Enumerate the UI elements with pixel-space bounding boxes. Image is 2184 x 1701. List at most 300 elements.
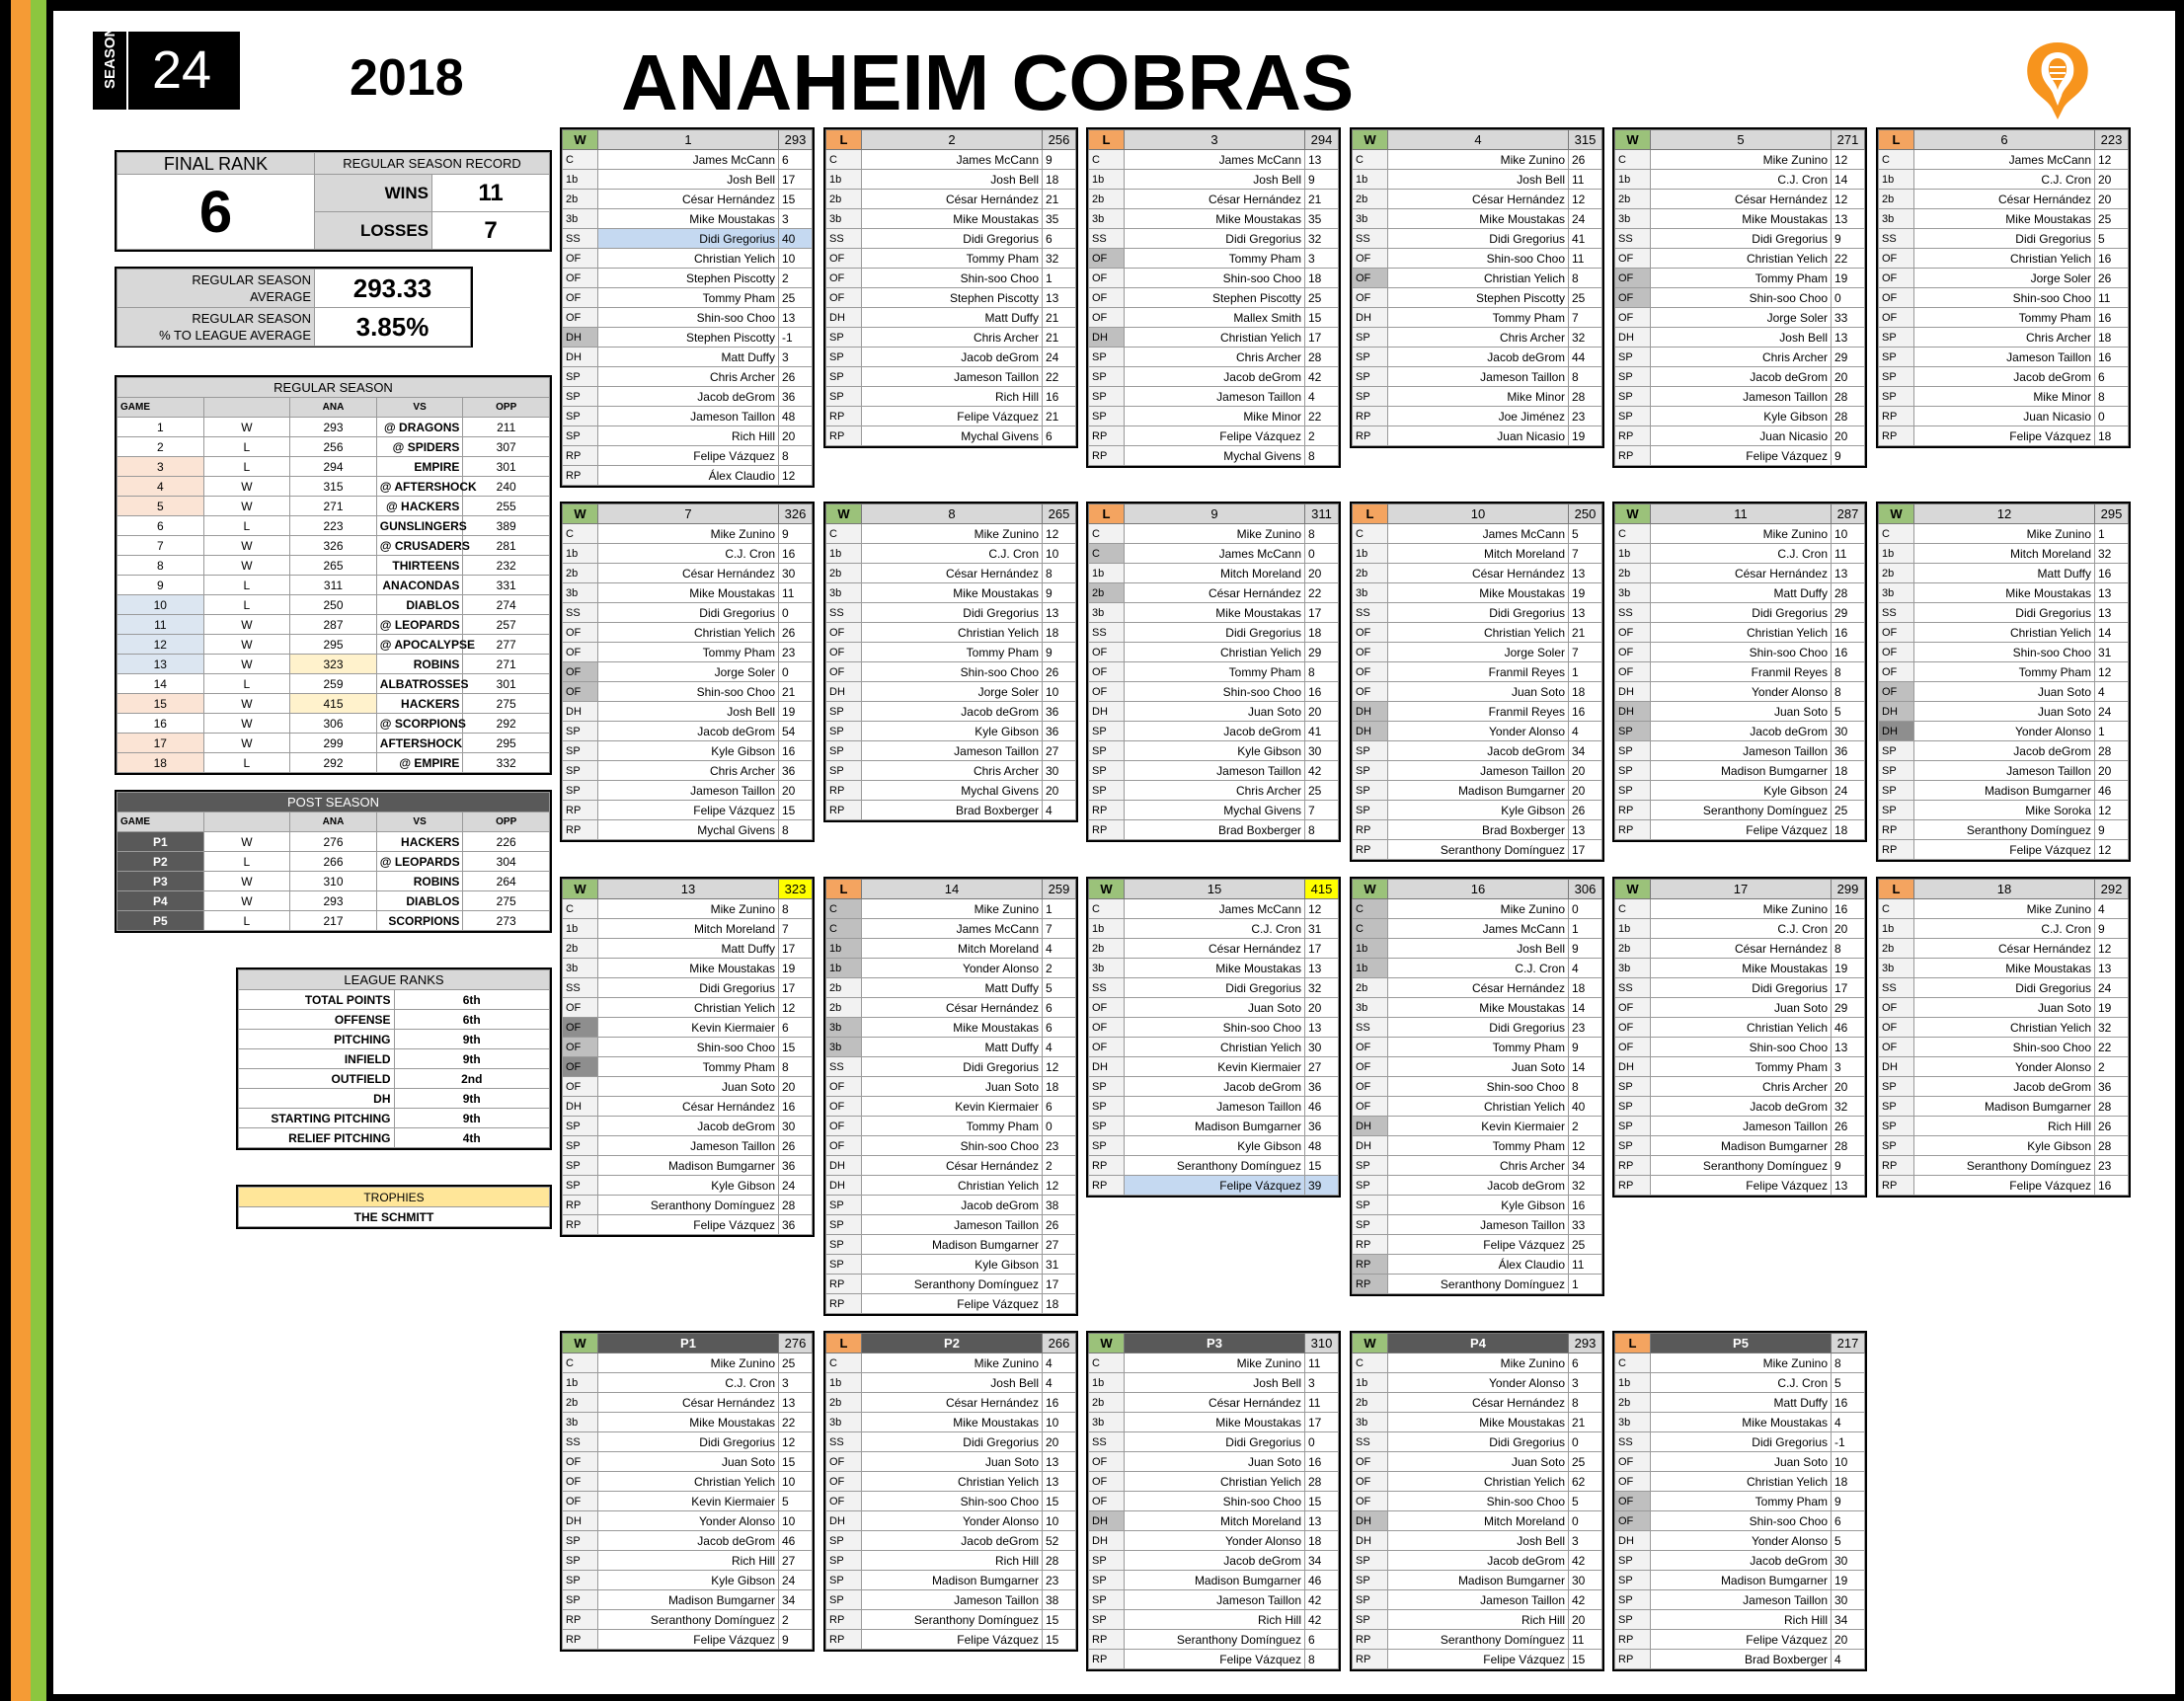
player-name: Juan Soto: [862, 1452, 1043, 1472]
player-name: Christian Yelich: [1651, 623, 1832, 643]
position-cell: OF: [826, 249, 862, 269]
position-cell: OF: [1879, 662, 1914, 682]
position-cell: SP: [1879, 387, 1914, 407]
player-name: Madison Bumgarner: [862, 1235, 1043, 1255]
position-cell: SS: [826, 1057, 862, 1077]
team-title: ANAHEIM COBRAS: [621, 39, 1355, 126]
player-name: James McCann: [1125, 544, 1305, 564]
player-points: 13: [1569, 603, 1602, 623]
player-row: [1879, 583, 2129, 603]
position-cell: SP: [563, 1531, 598, 1551]
position-cell: SS: [1089, 1432, 1125, 1452]
player-points: 25: [1832, 801, 1865, 820]
player-row: [563, 190, 813, 209]
player-points: 11: [2095, 288, 2129, 308]
player-row: [563, 348, 813, 367]
player-row: [1353, 288, 1602, 308]
player-points: 12: [1043, 1057, 1076, 1077]
player-row: [563, 1057, 813, 1077]
player-row: [563, 583, 813, 603]
regular-season-cell: 15: [117, 694, 204, 714]
player-row: [1615, 446, 1865, 466]
position-cell: SP: [826, 761, 862, 781]
player-row: [1879, 899, 2129, 919]
player-name: Yonder Alonso: [1388, 1373, 1569, 1393]
regular-season-row: [117, 516, 550, 536]
position-cell: SP: [1089, 1097, 1125, 1117]
player-points: 9: [1832, 1492, 1865, 1511]
position-cell: DH: [1615, 1057, 1651, 1077]
game-total: 310: [1305, 1334, 1339, 1353]
player-name: Felipe Vázquez: [598, 446, 779, 466]
player-points: 32: [1569, 328, 1602, 348]
position-cell: C: [1879, 899, 1914, 919]
player-name: Rich Hill: [1651, 1610, 1832, 1630]
position-cell: OF: [1353, 1472, 1388, 1492]
player-points: 13: [779, 1393, 813, 1413]
player-name: Tommy Pham: [1651, 1492, 1832, 1511]
position-cell: C: [1089, 899, 1125, 919]
position-cell: SS: [1615, 978, 1651, 998]
position-cell: SP: [826, 702, 862, 722]
player-name: Didi Gregorius: [1914, 978, 2095, 998]
player-points: 20: [1305, 564, 1339, 583]
position-cell: 1b: [1615, 919, 1651, 939]
game-number: 12: [1914, 504, 2095, 524]
player-points: 16: [779, 544, 813, 564]
position-cell: 2b: [826, 998, 862, 1018]
position-cell: 2b: [563, 564, 598, 583]
player-row: [1615, 1038, 1865, 1057]
player-name: Matt Duffy: [1651, 1393, 1832, 1413]
rank-value: 6th: [394, 1010, 550, 1030]
player-name: Felipe Vázquez: [598, 801, 779, 820]
player-points: 18: [1305, 269, 1339, 288]
regular-season-cell: @ LEOPARDS: [376, 615, 463, 635]
player-name: Kevin Kiermaier: [598, 1018, 779, 1038]
position-cell: 1b: [1089, 919, 1125, 939]
player-name: César Hernández: [1125, 939, 1305, 959]
rank-category: DH: [239, 1089, 395, 1109]
player-points: 13: [1043, 603, 1076, 623]
player-points: 8: [1305, 820, 1339, 840]
position-cell: 1b: [1089, 170, 1125, 190]
player-points: 11: [1569, 1630, 1602, 1650]
player-name: Kevin Kiermaier: [1388, 1117, 1569, 1136]
position-cell: 3b: [826, 209, 862, 229]
game-total: 259: [1043, 880, 1076, 899]
player-name: Madison Bumgarner: [1651, 1136, 1832, 1156]
player-name: Madison Bumgarner: [598, 1156, 779, 1176]
player-points: 28: [1832, 583, 1865, 603]
player-row: [1353, 603, 1602, 623]
player-points: 28: [779, 1196, 813, 1215]
player-row: [563, 1393, 813, 1413]
player-name: César Hernández: [1388, 190, 1569, 209]
player-name: Mike Soroka: [1914, 801, 2095, 820]
player-row: [1089, 288, 1339, 308]
player-points: 16: [1832, 1393, 1865, 1413]
player-points: 11: [1569, 170, 1602, 190]
position-cell: 2b: [826, 564, 862, 583]
player-name: Yonder Alonso: [862, 1511, 1043, 1531]
player-row: [1353, 1196, 1602, 1215]
player-points: 3: [779, 209, 813, 229]
player-name: Mike Zunino: [1125, 524, 1305, 544]
player-row: [826, 939, 1076, 959]
player-row: [826, 1492, 1076, 1511]
player-points: 17: [1569, 840, 1602, 860]
player-points: 16: [1043, 1393, 1076, 1413]
player-points: 16: [1043, 387, 1076, 407]
player-points: 3: [1832, 1057, 1865, 1077]
player-name: Yonder Alonso: [1914, 1057, 2095, 1077]
player-name: James McCann: [598, 150, 779, 170]
player-name: Yonder Alonso: [1125, 1531, 1305, 1551]
position-cell: OF: [1089, 288, 1125, 308]
player-points: 9: [1043, 150, 1076, 170]
player-row: [826, 1196, 1076, 1215]
regular-season-cell: EMPIRE: [376, 457, 463, 477]
player-name: Christian Yelich: [1125, 1472, 1305, 1492]
player-row: [826, 583, 1076, 603]
player-name: Kyle Gibson: [598, 741, 779, 761]
position-cell: RP: [1353, 1650, 1388, 1669]
position-cell: SP: [1879, 348, 1914, 367]
player-name: Didi Gregorius: [862, 603, 1043, 623]
player-row: [563, 1590, 813, 1610]
position-cell: SP: [826, 328, 862, 348]
player-name: Mike Moustakas: [1388, 209, 1569, 229]
position-cell: SS: [1615, 1432, 1651, 1452]
player-row: [826, 564, 1076, 583]
game-header: [563, 504, 813, 524]
position-cell: OF: [1089, 249, 1125, 269]
rank-value: 9th: [394, 1109, 550, 1128]
player-row: [1353, 229, 1602, 249]
player-name: Mike Minor: [1914, 387, 2095, 407]
player-points: 0: [1569, 1511, 1602, 1531]
position-cell: OF: [826, 1136, 862, 1156]
game-table-16: [1350, 877, 1604, 1296]
player-points: 13: [2095, 583, 2129, 603]
player-row: [826, 1393, 1076, 1413]
position-cell: SP: [1615, 722, 1651, 741]
player-row: [1353, 387, 1602, 407]
player-row: [563, 1196, 813, 1215]
player-row: [1353, 1571, 1602, 1590]
player-points: 12: [779, 466, 813, 486]
game-result-badge: L: [1089, 504, 1125, 524]
position-cell: SP: [1615, 781, 1651, 801]
position-cell: 1b: [1353, 939, 1388, 959]
player-row: [1353, 1353, 1602, 1373]
position-cell: RP: [826, 1275, 862, 1294]
player-name: Mike Moustakas: [598, 959, 779, 978]
game-total: 271: [1832, 130, 1865, 150]
position-cell: RP: [1089, 801, 1125, 820]
player-points: 13: [1043, 1452, 1076, 1472]
position-cell: 3b: [1615, 959, 1651, 978]
player-row: [1089, 1136, 1339, 1156]
player-name: Rich Hill: [862, 1551, 1043, 1571]
player-points: 0: [1832, 288, 1865, 308]
position-cell: SP: [1879, 1097, 1914, 1117]
player-row: [563, 998, 813, 1018]
player-row: [1089, 1413, 1339, 1432]
position-cell: OF: [1353, 288, 1388, 308]
player-name: César Hernández: [598, 564, 779, 583]
player-row: [563, 1156, 813, 1176]
position-cell: SP: [1615, 348, 1651, 367]
position-cell: OF: [1089, 1018, 1125, 1038]
player-name: Mike Moustakas: [1388, 1413, 1569, 1432]
player-points: 9: [1569, 939, 1602, 959]
player-row: [1879, 998, 2129, 1018]
player-row: [1879, 387, 2129, 407]
position-cell: OF: [1615, 1038, 1651, 1057]
scoresheet: [53, 11, 2175, 1694]
position-cell: RP: [826, 407, 862, 426]
player-row: [1615, 583, 1865, 603]
player-row: [1879, 662, 2129, 682]
player-row: [1615, 348, 1865, 367]
player-row: [1879, 840, 2129, 860]
player-points: 15: [779, 1452, 813, 1472]
player-name: C.J. Cron: [1651, 544, 1832, 564]
position-cell: SP: [1615, 741, 1651, 761]
player-points: 8: [1043, 564, 1076, 583]
regular-season-cell: 265: [290, 556, 377, 576]
position-cell: DH: [826, 682, 862, 702]
player-row: [826, 1432, 1076, 1452]
player-points: 9: [1043, 643, 1076, 662]
player-row: [1089, 407, 1339, 426]
player-points: 0: [1305, 544, 1339, 564]
post-season-grid: [117, 792, 550, 931]
player-name: Tommy Pham: [862, 643, 1043, 662]
post-season-cell: HACKERS: [376, 832, 463, 852]
player-name: Didi Gregorius: [598, 603, 779, 623]
player-name: Christian Yelich: [1914, 1018, 2095, 1038]
player-row: [1353, 269, 1602, 288]
position-cell: RP: [1353, 1255, 1388, 1275]
player-name: Madison Bumgarner: [1125, 1117, 1305, 1136]
player-row: [563, 1432, 813, 1452]
game-header: [826, 130, 1076, 150]
player-name: Josh Bell: [1125, 1373, 1305, 1393]
position-cell: DH: [1353, 1136, 1388, 1156]
player-points: 27: [1043, 1235, 1076, 1255]
player-name: Tommy Pham: [1125, 662, 1305, 682]
game-number: 16: [1388, 880, 1569, 899]
player-name: César Hernández: [1388, 564, 1569, 583]
player-row: [1615, 269, 1865, 288]
player-row: [1615, 702, 1865, 722]
position-cell: SP: [1089, 741, 1125, 761]
player-name: Mike Zunino: [862, 899, 1043, 919]
position-cell: SS: [1879, 229, 1914, 249]
player-name: Stephen Piscotty: [1125, 288, 1305, 308]
player-row: [1615, 407, 1865, 426]
player-row: [1879, 288, 2129, 308]
player-row: [1615, 1650, 1865, 1669]
player-row: [563, 209, 813, 229]
player-name: Christian Yelich: [598, 623, 779, 643]
position-cell: C: [826, 524, 862, 544]
player-name: Álex Claudio: [598, 466, 779, 486]
player-points: 15: [1305, 1156, 1339, 1176]
player-points: 23: [779, 643, 813, 662]
player-name: Jameson Taillon: [1651, 1117, 1832, 1136]
player-name: Jorge Soler: [1914, 269, 2095, 288]
player-points: 24: [779, 1571, 813, 1590]
position-cell: 2b: [1353, 190, 1388, 209]
player-name: James McCann: [1125, 150, 1305, 170]
player-points: 13: [1832, 1038, 1865, 1057]
player-points: 25: [1569, 1235, 1602, 1255]
position-cell: C: [1615, 524, 1651, 544]
position-cell: SP: [826, 1235, 862, 1255]
player-name: Rich Hill: [598, 1551, 779, 1571]
position-cell: OF: [563, 1057, 598, 1077]
position-cell: SS: [826, 229, 862, 249]
position-cell: 1b: [1879, 919, 1914, 939]
game-result-badge: W: [826, 504, 862, 524]
player-points: 9: [1043, 583, 1076, 603]
position-cell: DH: [1879, 702, 1914, 722]
player-row: [1089, 1590, 1339, 1610]
player-name: Mike Moustakas: [1651, 209, 1832, 229]
player-name: C.J. Cron: [1651, 919, 1832, 939]
losses-value: 7: [432, 212, 550, 250]
position-cell: SP: [1615, 387, 1651, 407]
player-name: Christian Yelich: [1914, 623, 2095, 643]
player-row: [1089, 1097, 1339, 1117]
position-cell: 1b: [1879, 544, 1914, 564]
regular-season-cell: 323: [290, 655, 377, 674]
player-row: [826, 1235, 1076, 1255]
player-row: [1879, 682, 2129, 702]
player-name: Jameson Taillon: [1125, 1097, 1305, 1117]
player-points: 18: [1305, 1531, 1339, 1551]
player-name: Álex Claudio: [1388, 1255, 1569, 1275]
position-cell: SS: [563, 229, 598, 249]
position-cell: OF: [1615, 269, 1651, 288]
player-row: [1089, 978, 1339, 998]
player-row: [1879, 367, 2129, 387]
position-cell: OF: [1615, 308, 1651, 328]
position-cell: SP: [1879, 741, 1914, 761]
position-cell: 3b: [1879, 959, 1914, 978]
player-points: 7: [1569, 544, 1602, 564]
player-points: 22: [2095, 1038, 2129, 1057]
position-cell: OF: [563, 1038, 598, 1057]
player-points: 26: [1043, 1215, 1076, 1235]
position-cell: DH: [826, 1511, 862, 1531]
player-points: 5: [1043, 978, 1076, 998]
player-row: [563, 623, 813, 643]
position-cell: DH: [1089, 702, 1125, 722]
regular-season-cell: W: [203, 418, 290, 437]
player-row: [826, 643, 1076, 662]
player-name: Christian Yelich: [1651, 1018, 1832, 1038]
player-points: 0: [2095, 407, 2129, 426]
position-cell: C: [1615, 899, 1651, 919]
player-row: [1353, 328, 1602, 348]
player-row: [1353, 1472, 1602, 1492]
regular-season-cell: W: [203, 734, 290, 753]
game-table-P4: [1350, 1331, 1604, 1671]
regular-season-cell: ALBATROSSES: [376, 674, 463, 694]
player-points: 32: [1305, 978, 1339, 998]
post-season-cell: ROBINS: [376, 872, 463, 891]
position-cell: SP: [1353, 348, 1388, 367]
game-total: 326: [779, 504, 813, 524]
position-cell: OF: [1615, 1472, 1651, 1492]
player-row: [1879, 919, 2129, 939]
player-points: 46: [1305, 1571, 1339, 1590]
position-cell: OF: [1353, 1077, 1388, 1097]
player-points: 20: [1569, 781, 1602, 801]
player-row: [563, 1018, 813, 1038]
position-cell: SP: [1089, 1117, 1125, 1136]
regular-season-cell: W: [203, 635, 290, 655]
player-name: Tommy Pham: [1651, 1057, 1832, 1077]
regular-season-header: OPP: [463, 398, 550, 418]
player-name: Jacob deGrom: [1125, 1551, 1305, 1571]
post-season-row: [117, 832, 550, 852]
player-row: [1353, 623, 1602, 643]
player-row: [1089, 1511, 1339, 1531]
post-season-row: [117, 911, 550, 931]
player-points: 28: [1832, 1136, 1865, 1156]
player-name: Mike Zunino: [862, 1353, 1043, 1373]
position-cell: 3b: [826, 1413, 862, 1432]
post-season-cell: L: [203, 852, 290, 872]
player-row: [826, 603, 1076, 623]
position-cell: C: [1615, 1353, 1651, 1373]
player-points: 8: [1305, 662, 1339, 682]
position-cell: SP: [563, 1590, 598, 1610]
regular-season-cell: 256: [290, 437, 377, 457]
player-points: 21: [1043, 190, 1076, 209]
player-row: [563, 1630, 813, 1650]
player-name: Mike Moustakas: [862, 1018, 1043, 1038]
rank-value: 4th: [394, 1128, 550, 1148]
player-row: [1353, 426, 1602, 446]
position-cell: SP: [1615, 1590, 1651, 1610]
position-cell: OF: [1879, 998, 1914, 1018]
player-name: Stephen Piscotty: [598, 328, 779, 348]
game-table-6: [1876, 127, 2131, 448]
player-points: 22: [1305, 407, 1339, 426]
game-header: [1615, 504, 1865, 524]
player-row: [1879, 781, 2129, 801]
player-row: [826, 959, 1076, 978]
position-cell: SP: [563, 1156, 598, 1176]
player-name: Josh Bell: [1388, 1531, 1569, 1551]
player-name: Brad Boxberger: [862, 801, 1043, 820]
game-table-12: [1876, 502, 2131, 862]
player-row: [1089, 1057, 1339, 1077]
player-points: 27: [779, 1551, 813, 1571]
regular-season-row: [117, 635, 550, 655]
regular-season-row: [117, 595, 550, 615]
player-name: Shin-soo Choo: [1651, 288, 1832, 308]
player-points: 13: [1832, 564, 1865, 583]
game-header: [1879, 880, 2129, 899]
